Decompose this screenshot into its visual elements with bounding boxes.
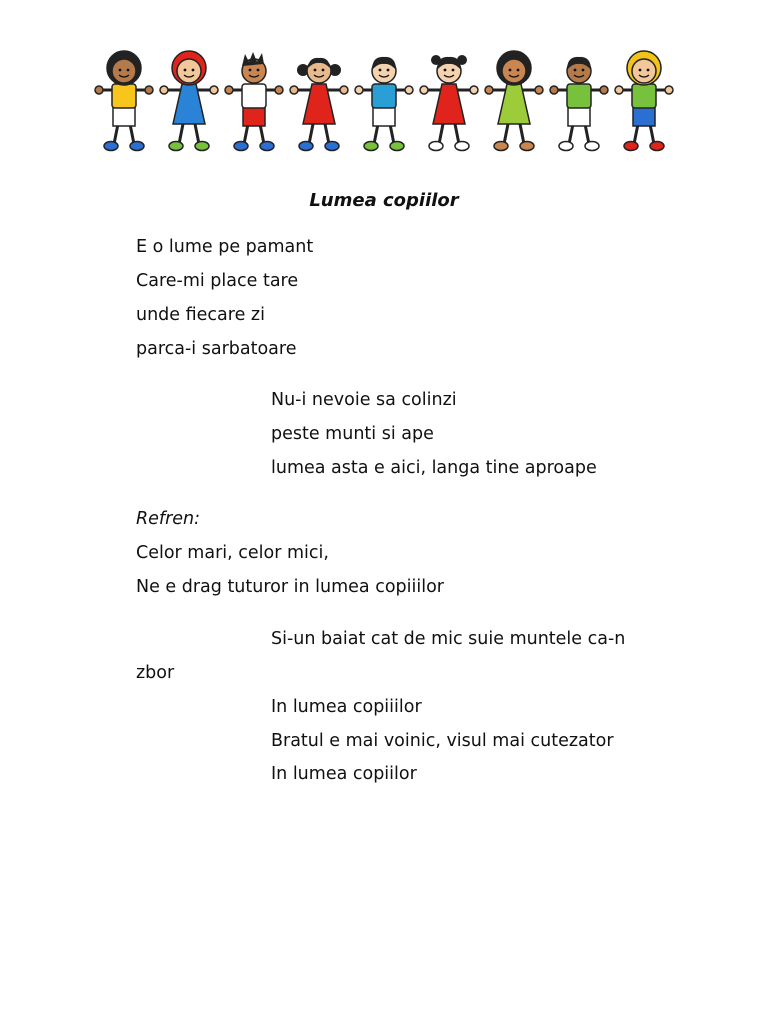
kids-holding-hands-illustration — [92, 44, 676, 160]
kid-figure — [417, 44, 481, 160]
kid-figure — [222, 44, 286, 160]
kid-figure — [482, 44, 546, 160]
poem-line: E o lume pe pamant — [136, 237, 314, 257]
poem-line: Bratul e mai voinic, visul mai cutezator — [271, 731, 614, 751]
kid-figure — [352, 44, 416, 160]
poem-line: unde fiecare zi — [136, 305, 265, 325]
poem-title: Lumea copiilor — [309, 190, 459, 211]
poem-line: Nu-i nevoie sa colinzi — [271, 390, 457, 410]
poem-line: lumea asta e aici, langa tine aproape — [271, 458, 597, 478]
poem-line: In lumea copiilor — [271, 764, 417, 784]
kid-figure — [92, 44, 156, 160]
refrain-label: Refren: — [136, 509, 201, 529]
kid-figure — [287, 44, 351, 160]
poem-line: Si-un baiat cat de mic suie muntele ca-n — [271, 629, 626, 649]
poem-line: parca-i sarbatoare — [136, 339, 297, 359]
poem-line: Celor mari, celor mici, — [136, 543, 329, 563]
poem-line: zbor — [136, 663, 175, 683]
poem-line: In lumea copiiilor — [271, 697, 422, 717]
poem-line: Care-mi place tare — [136, 271, 299, 291]
poem-line: Ne e drag tuturor in lumea copiiilor — [136, 577, 444, 597]
kid-figure — [612, 44, 676, 160]
poem-line: peste munti si ape — [271, 424, 434, 444]
kid-figure — [157, 44, 221, 160]
kid-figure — [547, 44, 611, 160]
